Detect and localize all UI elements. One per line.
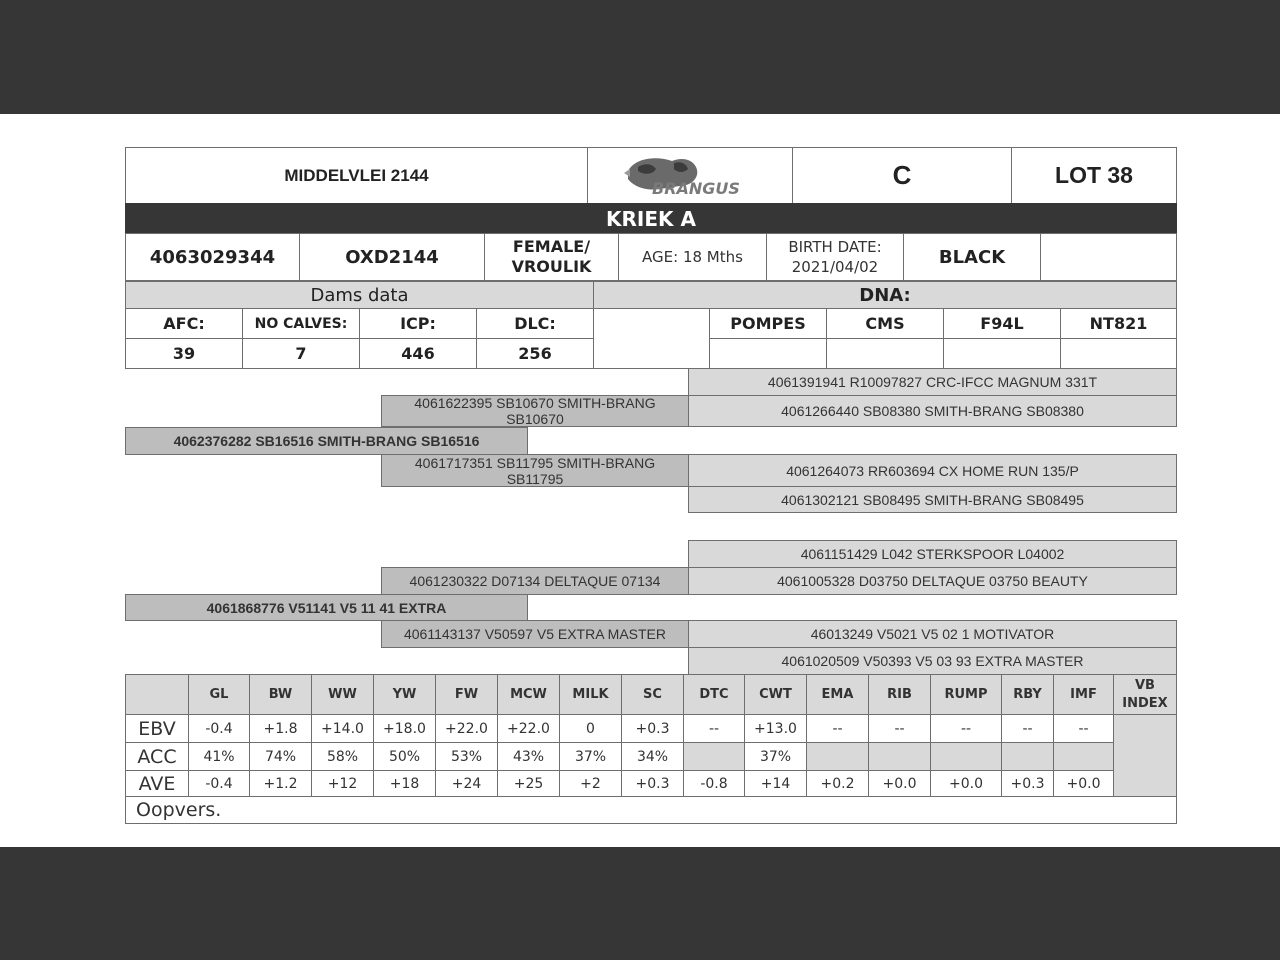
pedigree-dam-dam-sire: 46013249 V5021 V5 02 1 MOTIVATOR <box>688 620 1177 648</box>
ebv-cell-ave-fw: +24 <box>435 770 498 798</box>
dna-pompes-label: POMPES <box>709 308 827 339</box>
dna-nt821-label: NT821 <box>1060 308 1177 339</box>
pedigree-dam-dam-dam: 4061020509 V50393 V5 03 93 EXTRA MASTER <box>688 647 1177 675</box>
ebv-cell-ebv-yw: +18.0 <box>373 714 436 743</box>
ebv-col-header-sc: SC <box>621 674 684 715</box>
ebv-col-header-dtc: DTC <box>683 674 745 715</box>
ebv-cell-ave-cwt: +14 <box>744 770 807 798</box>
grade-letter: C <box>792 147 1012 204</box>
birth-date-cell <box>766 233 904 281</box>
dna-f94l-label: F94L <box>943 308 1061 339</box>
dlc-value: 256 <box>476 338 594 369</box>
animal-id: OXD2144 <box>299 233 485 281</box>
ebv-col-header-fw: FW <box>435 674 498 715</box>
ebv-cell-ebv-sc: +0.3 <box>621 714 684 743</box>
ebv-cell-ave-ww: +12 <box>311 770 374 798</box>
ebv-row-label-ebv: EBV <box>125 714 189 743</box>
animal-banner-name: KRIEK A <box>125 203 1177 234</box>
dna-nt821-value <box>1060 338 1177 369</box>
dna-f94l-value <box>943 338 1061 369</box>
ebv-cell-acc-sc: 34% <box>621 742 684 771</box>
ebv-cell-ebv-imf: -- <box>1053 714 1114 743</box>
pedigree-sire-sire: 4061622395 SB10670 SMITH-BRANG SB10670 <box>381 395 689 427</box>
ebv-cell-ave-rump: +0.0 <box>930 770 1002 798</box>
ebv-cell-acc-dtc <box>683 742 745 771</box>
no-calves-value: 7 <box>242 338 360 369</box>
pedigree-dam-sire: 4061230322 D07134 DELTAQUE 07134 <box>381 567 689 595</box>
vb-index-value <box>1113 714 1177 798</box>
pedigree-dam-sire-sire: 4061151429 L042 STERKSPOOR L04002 <box>688 540 1177 568</box>
ebv-corner-cell <box>125 674 189 715</box>
ebv-cell-acc-ww: 58% <box>311 742 374 771</box>
ebv-cell-ave-imf: +0.0 <box>1053 770 1114 798</box>
no-calves-label: NO CALVES: <box>242 308 360 339</box>
ebv-cell-ave-bw: +1.2 <box>249 770 312 798</box>
afc-value: 39 <box>125 338 243 369</box>
ebv-col-header-rib: RIB <box>868 674 931 715</box>
ebv-cell-ebv-rump: -- <box>930 714 1002 743</box>
ebv-cell-acc-rump <box>930 742 1002 771</box>
dams-data-title: Dams data <box>125 281 594 309</box>
ebv-col-header-cwt: CWT <box>744 674 807 715</box>
ebv-cell-ebv-ema: -- <box>806 714 869 743</box>
ebv-cell-acc-ema <box>806 742 869 771</box>
ebv-cell-ebv-dtc: -- <box>683 714 745 743</box>
ebv-cell-ave-yw: +18 <box>373 770 436 798</box>
ebv-cell-acc-rib <box>868 742 931 771</box>
ebv-cell-ebv-gl: -0.4 <box>188 714 250 743</box>
ebv-cell-ebv-rby: -- <box>1001 714 1054 743</box>
ebv-cell-acc-rby <box>1001 742 1054 771</box>
sex-line-2: VROULIK <box>511 257 592 276</box>
vb-index-line-2: INDEX <box>1122 695 1168 711</box>
age: AGE: 18 Mths <box>618 233 767 281</box>
pedigree-dam-dam: 4061143137 V50597 V5 EXTRA MASTER <box>381 620 689 648</box>
ebv-cell-acc-gl: 41% <box>188 742 250 771</box>
top-letterbox-band <box>0 0 1280 114</box>
ebv-col-header-bw: BW <box>249 674 312 715</box>
pedigree-sire-dam-sire: 4061264073 RR603694 CX HOME RUN 135/P <box>688 454 1177 487</box>
ebv-cell-ebv-rib: -- <box>868 714 931 743</box>
animal-name: MIDDELVLEI 2144 <box>125 147 588 204</box>
ebv-col-header-rump: RUMP <box>930 674 1002 715</box>
icp-label: ICP: <box>359 308 477 339</box>
dna-cms-label: CMS <box>826 308 944 339</box>
registration-number: 4063029344 <box>125 233 300 281</box>
ebv-col-header-ema: EMA <box>806 674 869 715</box>
ebv-cell-ebv-cwt: +13.0 <box>744 714 807 743</box>
ebv-cell-acc-mcw: 43% <box>497 742 560 771</box>
ebv-cell-ebv-mcw: +22.0 <box>497 714 560 743</box>
ebv-cell-ave-mcw: +25 <box>497 770 560 798</box>
ebv-cell-ebv-ww: +14.0 <box>311 714 374 743</box>
pedigree-sire-sire-sire: 4061391941 R10097827 CRC-IFCC MAGNUM 331T <box>688 368 1177 396</box>
ebv-row-label-acc: ACC <box>125 742 189 771</box>
dna-blank-cell <box>593 308 710 369</box>
ebv-col-header-imf: IMF <box>1053 674 1114 715</box>
ebv-cell-ave-sc: +0.3 <box>621 770 684 798</box>
ebv-cell-acc-cwt: 37% <box>744 742 807 771</box>
bottom-letterbox-band <box>0 847 1280 960</box>
pedigree-dam: 4061868776 V51141 V5 11 41 EXTRA <box>125 594 528 621</box>
vb-index-line-1: VB <box>1135 677 1155 693</box>
afc-label: AFC: <box>125 308 243 339</box>
bull-head-icon <box>620 153 760 199</box>
ebv-col-header-milk: MILK <box>559 674 622 715</box>
ebv-cell-ave-milk: +2 <box>559 770 622 798</box>
sex-line-1: FEMALE/ <box>512 237 591 256</box>
logo-text: BRANGUS <box>652 178 740 198</box>
pedigree-sire: 4062376282 SB16516 SMITH-BRANG SB16516 <box>125 427 528 455</box>
ebv-row-label-ave: AVE <box>125 770 189 798</box>
dna-title: DNA: <box>593 281 1177 309</box>
ebv-cell-ebv-milk: 0 <box>559 714 622 743</box>
coat-color: BLACK <box>903 233 1041 281</box>
ebv-cell-ebv-fw: +22.0 <box>435 714 498 743</box>
ebv-cell-ave-gl: -0.4 <box>188 770 250 798</box>
ebv-cell-acc-yw: 50% <box>373 742 436 771</box>
pedigree-dam-sire-dam: 4061005328 D03750 DELTAQUE 03750 BEAUTY <box>688 567 1177 595</box>
ebv-cell-acc-bw: 74% <box>249 742 312 771</box>
birth-date-label: BIRTH DATE: <box>788 238 882 256</box>
ebv-cell-acc-fw: 53% <box>435 742 498 771</box>
icp-value: 446 <box>359 338 477 369</box>
sex-cell <box>484 233 619 281</box>
ebv-cell-ebv-bw: +1.8 <box>249 714 312 743</box>
ebv-cell-ave-rib: +0.0 <box>868 770 931 798</box>
brangus-logo <box>587 147 793 204</box>
info-empty-cell <box>1040 233 1177 281</box>
remarks: Oopvers. <box>125 796 1177 824</box>
lot-number: LOT 38 <box>1011 147 1177 204</box>
ebv-cell-ave-ema: +0.2 <box>806 770 869 798</box>
ebv-cell-acc-milk: 37% <box>559 742 622 771</box>
birth-date-value: 2021/04/02 <box>791 258 879 276</box>
pedigree-sire-dam-dam: 4061302121 SB08495 SMITH-BRANG SB08495 <box>688 486 1177 513</box>
dlc-label: DLC: <box>476 308 594 339</box>
ebv-col-header-mcw: MCW <box>497 674 560 715</box>
vb-index-header <box>1113 674 1177 715</box>
pedigree-sire-dam: 4061717351 SB11795 SMITH-BRANG SB11795 <box>381 454 689 487</box>
pedigree-sire-sire-dam: 4061266440 SB08380 SMITH-BRANG SB08380 <box>688 395 1177 427</box>
dna-cms-value <box>826 338 944 369</box>
ebv-cell-ave-rby: +0.3 <box>1001 770 1054 798</box>
ebv-col-header-rby: RBY <box>1001 674 1054 715</box>
ebv-cell-acc-imf <box>1053 742 1114 771</box>
dna-pompes-value <box>709 338 827 369</box>
ebv-col-header-gl: GL <box>188 674 250 715</box>
ebv-col-header-yw: YW <box>373 674 436 715</box>
ebv-col-header-ww: WW <box>311 674 374 715</box>
ebv-cell-ave-dtc: -0.8 <box>683 770 745 798</box>
